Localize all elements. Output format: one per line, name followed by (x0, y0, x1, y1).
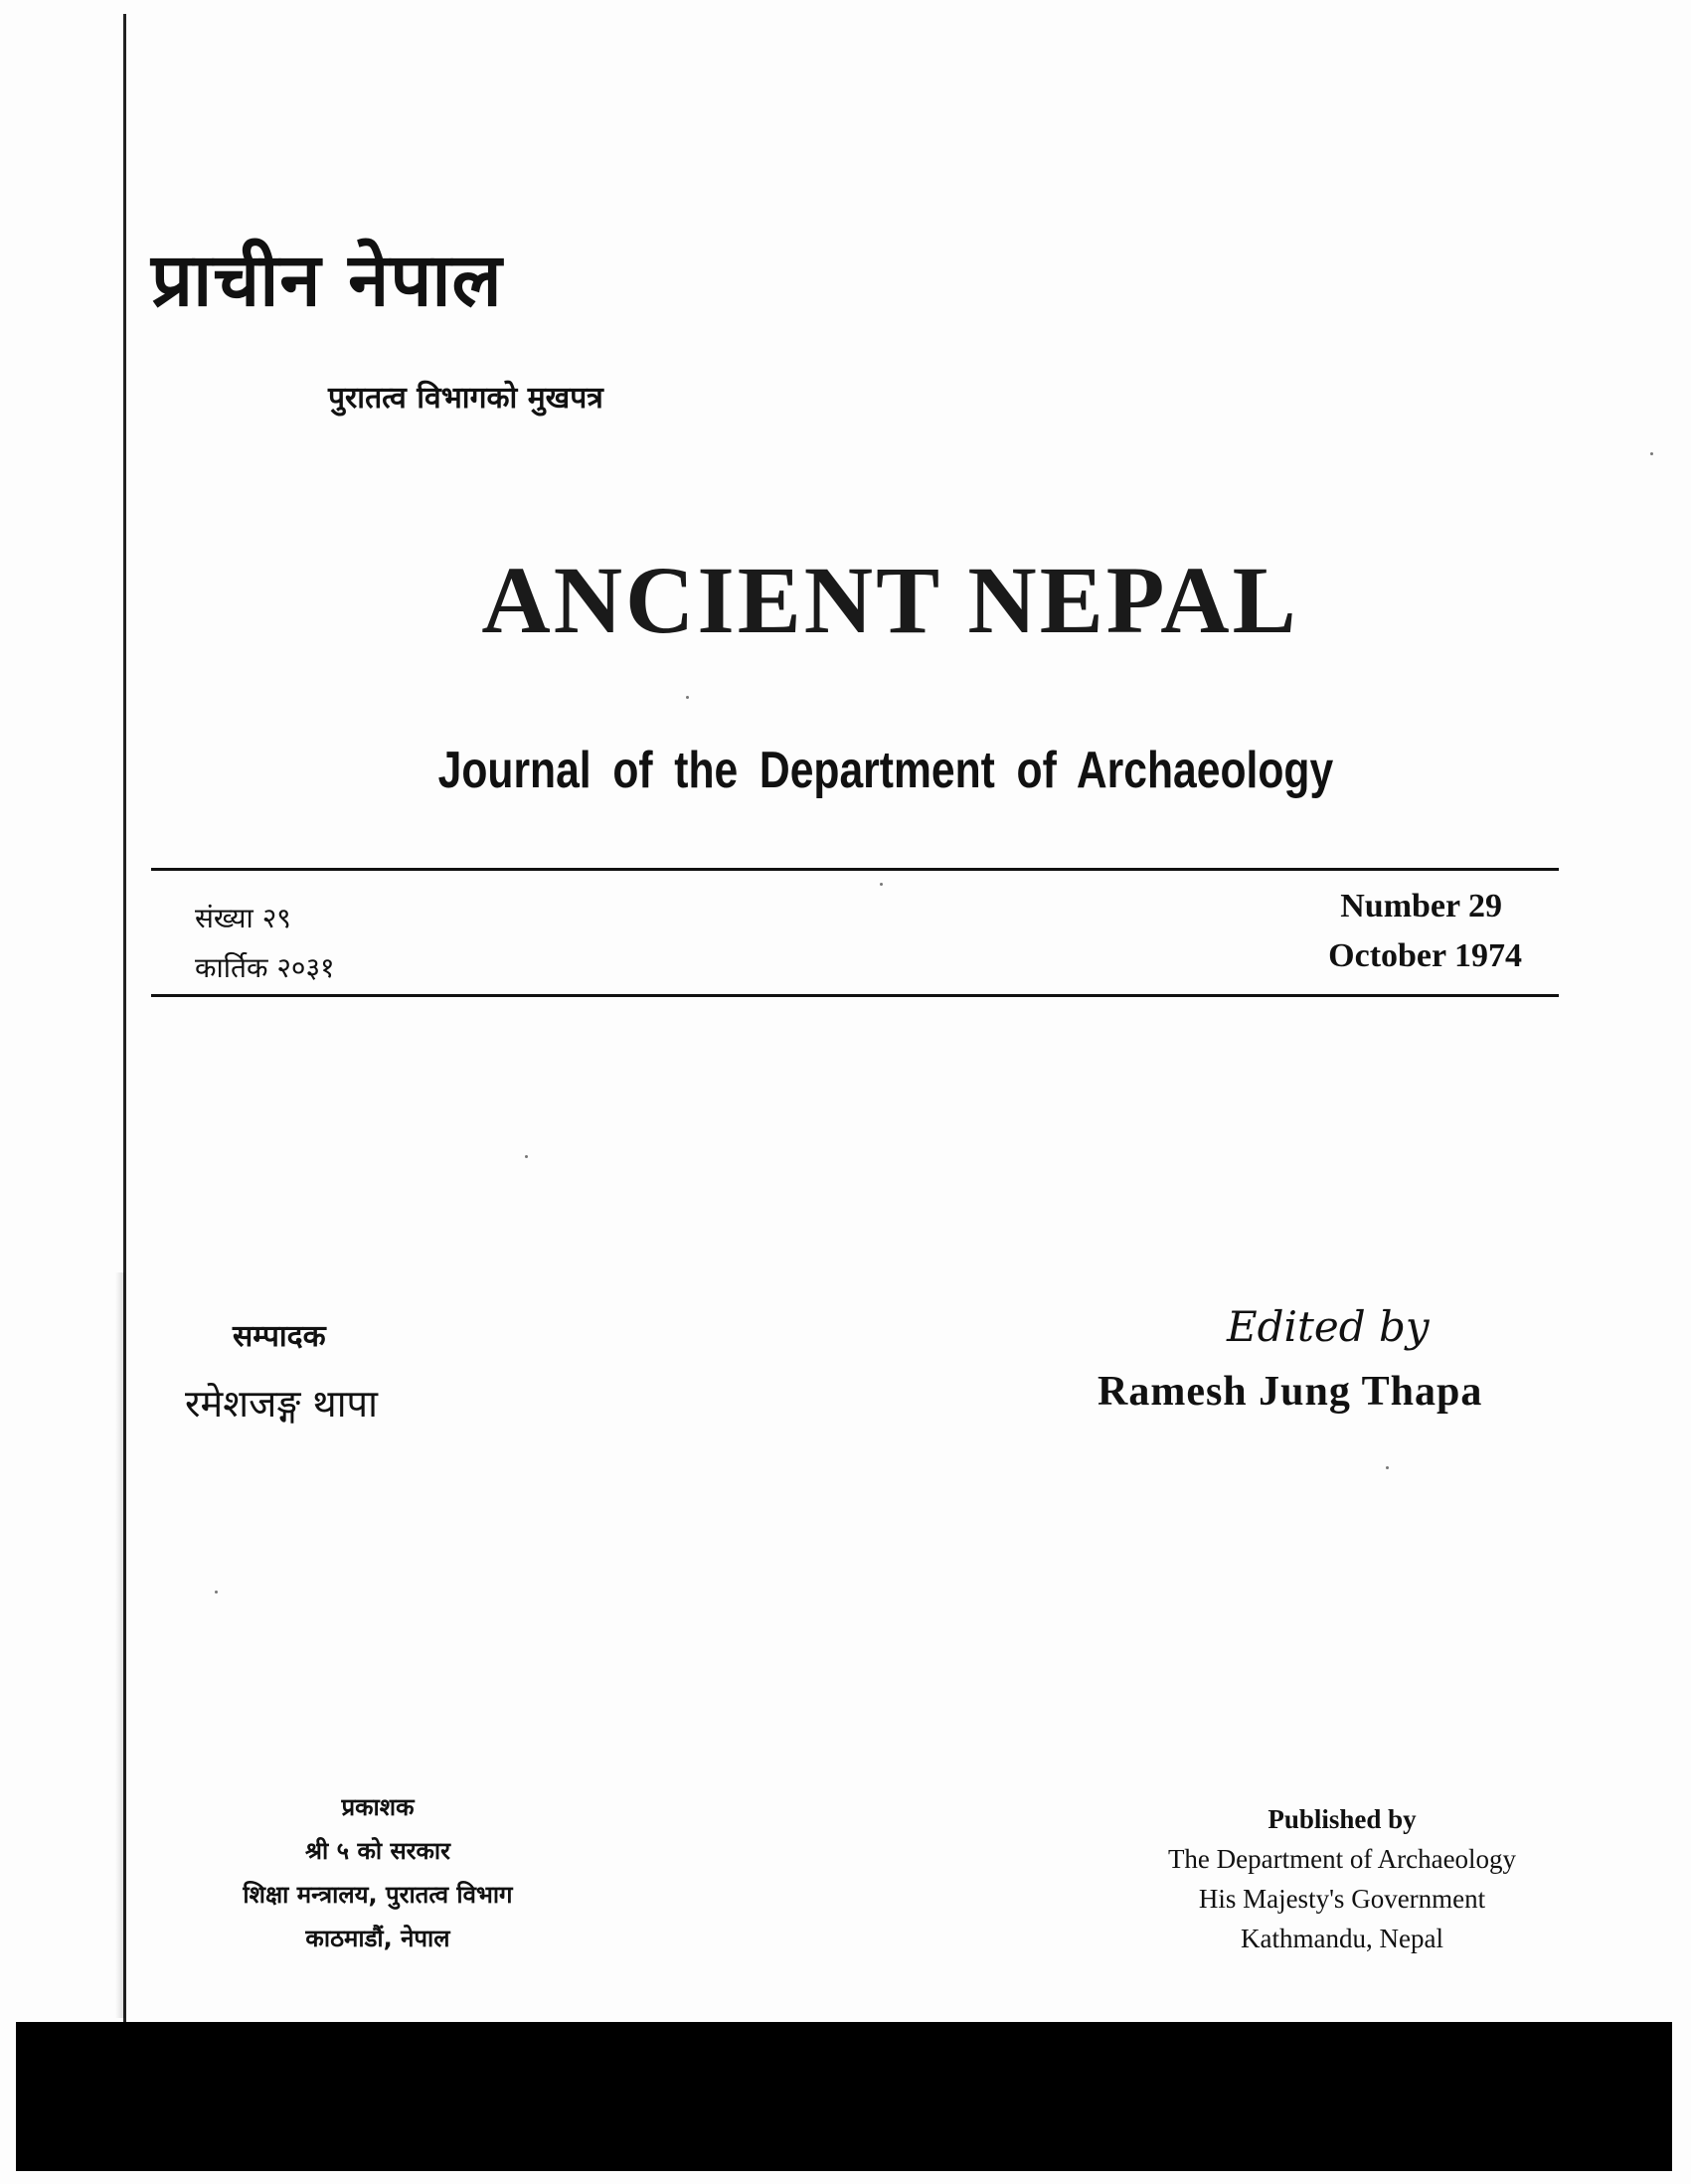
nepali-issue-date: कार्तिक २०३१ (195, 951, 335, 984)
nepali-publisher-line: काठमाडौं, नेपाल (305, 1925, 450, 1952)
english-publisher-label: Published by (1268, 1804, 1417, 1834)
english-publisher-block (1123, 1799, 1561, 1958)
binding-shadow (115, 1272, 125, 2018)
journal-subtitle: Journal of the Department of Archaeology (437, 742, 1334, 799)
scan-speck (1386, 1466, 1389, 1469)
nepali-masthead-subtitle: पुरातत्व विभागको मुखपत्र (328, 381, 603, 416)
english-issue-date: October 1974 (1328, 937, 1522, 974)
journal-title: ANCIENT NEPAL (481, 547, 1299, 653)
english-publisher-line: His Majesty's Government (1198, 1884, 1486, 1914)
nepali-masthead-title: प्राचीन नेपाल (151, 238, 503, 323)
scan-speck (525, 1155, 528, 1158)
english-editor-name: Ramesh Jung Thapa (1098, 1369, 1483, 1415)
english-publisher-line: Kathmandu, Nepal (1241, 1924, 1443, 1953)
nepali-publisher-line: श्री ५ को सरकार (305, 1837, 450, 1865)
english-publisher-line: The Department of Archaeology (1167, 1844, 1517, 1874)
nepali-editor-label: सम्पादक (233, 1319, 326, 1354)
scan-speck (686, 696, 689, 699)
bottom-divider-rule (151, 994, 1559, 997)
scan-bottom-black-bar (16, 2022, 1672, 2171)
scan-speck (1650, 452, 1653, 455)
scan-speck (215, 1591, 218, 1594)
scan-speck (880, 883, 883, 886)
nepali-issue-number: संख्या २९ (195, 902, 291, 934)
english-editor-label: Edited by (1227, 1302, 1430, 1351)
top-divider-rule (151, 868, 1559, 871)
english-issue-number: Number 29 (1340, 888, 1502, 924)
nepali-publisher-block (199, 1785, 557, 1960)
nepali-publisher-line: शिक्षा मन्त्रालय, पुरातत्व विभाग (243, 1881, 513, 1909)
nepali-editor-name: रमेशजङ्ग थापा (185, 1382, 378, 1426)
nepali-publisher-label: प्रकाशक (341, 1793, 415, 1821)
